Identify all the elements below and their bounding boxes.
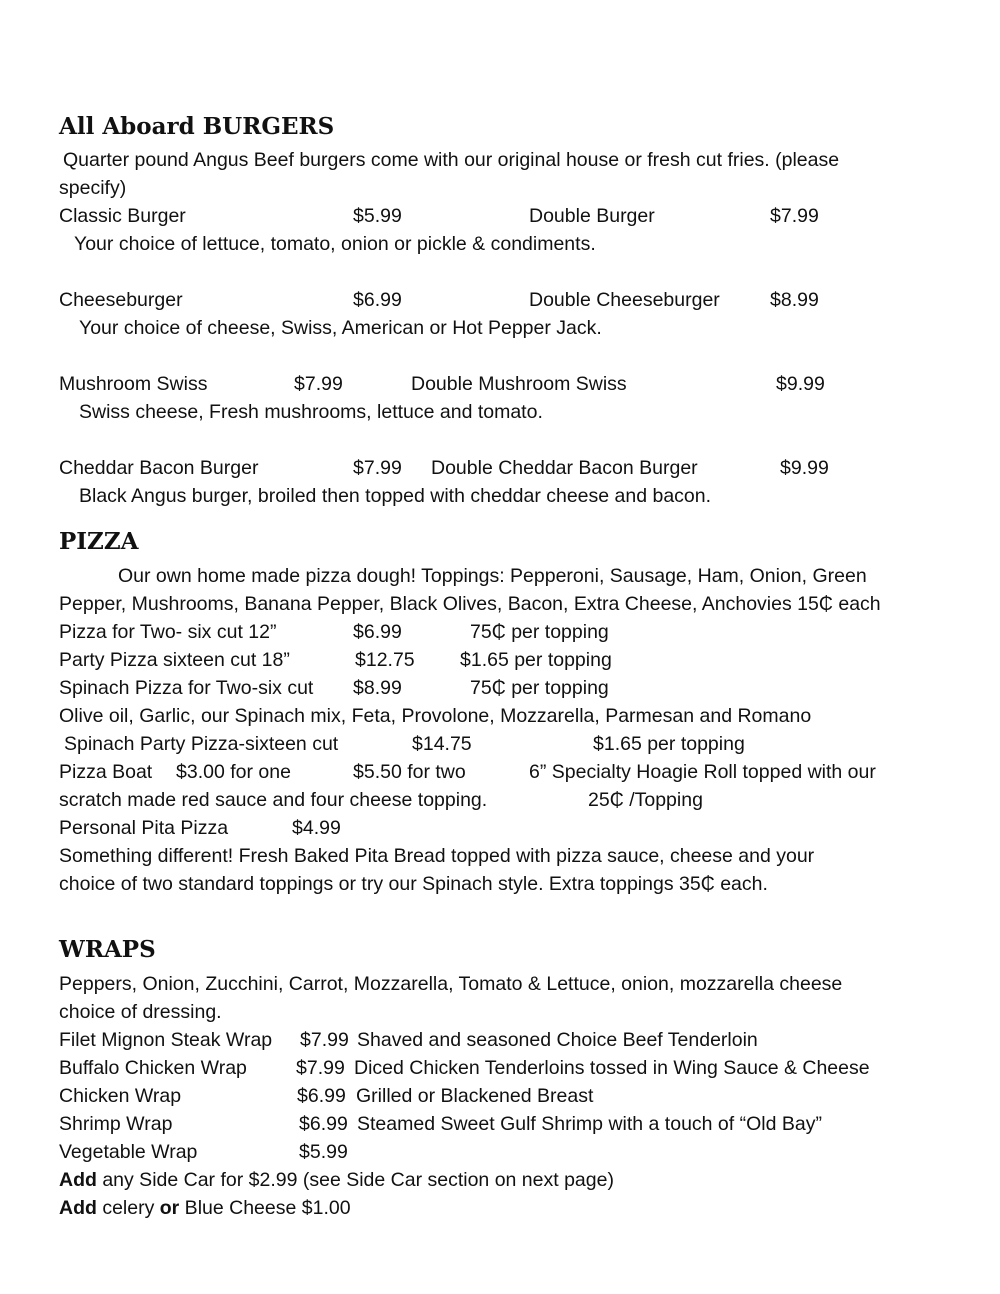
double-burger-name: Double Cheddar Bacon Burger — [431, 457, 698, 479]
pita-pizza-desc: Something different! Fresh Baked Pita Bread topped with pizza sauce, cheese and your — [59, 845, 815, 867]
pizza-boat-price-one: $3.00 for one — [176, 761, 291, 783]
add-celery-note — [59, 1194, 351, 1222]
add-label: Add — [59, 1197, 97, 1219]
double-burger-price: $8.99 — [770, 289, 819, 311]
pizza-for-two-price: $6.99 — [353, 621, 402, 643]
burger-name: Cheddar Bacon Burger — [59, 457, 259, 479]
burgers-intro: Quarter pound Angus Beef burgers come with our original house or fresh cut fries. (please — [63, 149, 840, 171]
wrap-desc: Diced Chicken Tenderloins tossed in Wing Sauce & Cheese — [354, 1057, 870, 1079]
wrap-name: Vegetable Wrap — [59, 1141, 198, 1163]
pita-pizza-price: $4.99 — [292, 817, 341, 839]
party-pizza-price: $12.75 — [355, 649, 415, 671]
add-blue-cheese-text: Blue Cheese $1.00 — [179, 1197, 351, 1219]
wrap-price: $5.99 — [299, 1141, 348, 1163]
burger-price: $6.99 — [353, 289, 402, 311]
burger-price: $7.99 — [353, 457, 402, 479]
wrap-price: $7.99 — [300, 1029, 349, 1051]
wraps-intro-cont: choice of dressing. — [59, 1001, 222, 1023]
spinach-desc: Olive oil, Garlic, our Spinach mix, Feta, Provolone, Mozzarella, Parmesan and Romano — [59, 705, 812, 727]
pizza-heading: PIZZA — [59, 528, 139, 555]
add-side-car-text: any Side Car for $2.99 (see Side Car section on next page) — [96, 1169, 614, 1191]
burger-price: $7.99 — [294, 373, 343, 395]
burger-name: Mushroom Swiss — [59, 373, 208, 395]
wrap-name: Buffalo Chicken Wrap — [59, 1057, 247, 1079]
spinach-party-price: $14.75 — [412, 733, 472, 755]
pita-pizza-desc-cont: choice of two standard toppings or try our Spinach style. Extra toppings 35₵ each. — [59, 873, 768, 895]
wrap-price: $6.99 — [299, 1113, 348, 1135]
wrap-name: Filet Mignon Steak Wrap — [59, 1029, 273, 1051]
party-pizza-topping: $1.65 per topping — [460, 649, 612, 671]
pizza-for-two-name: Pizza for Two- six cut 12” — [59, 621, 277, 643]
or-label: or — [159, 1197, 180, 1219]
burger-name: Cheeseburger — [59, 289, 183, 311]
pizza-intro-cont: Pepper, Mushrooms, Banana Pepper, Black Olives, Bacon, Extra Cheese, Anchovies 15₵ each — [59, 593, 881, 615]
double-burger-name: Double Cheeseburger — [529, 289, 720, 311]
wraps-intro: Peppers, Onion, Zucchini, Carrot, Mozzarella, Tomato & Lettuce, onion, mozzarella cheese — [59, 973, 843, 995]
double-burger-price: $9.99 — [780, 457, 829, 479]
wraps-heading: WRAPS — [59, 936, 156, 963]
pizza-for-two-topping: 75₵ per topping — [470, 621, 609, 643]
burger-desc: Swiss cheese, Fresh mushrooms, lettuce and tomato. — [79, 401, 543, 423]
pizza-boat-desc-cont: scratch made red sauce and four cheese topping. — [59, 789, 488, 811]
wrap-desc: Shaved and seasoned Choice Beef Tenderloin — [357, 1029, 758, 1051]
double-burger-name: Double Burger — [529, 205, 655, 227]
pizza-boat-price-two: $5.50 for two — [353, 761, 466, 783]
pita-pizza-name: Personal Pita Pizza — [59, 817, 229, 839]
add-side-car-note — [59, 1166, 614, 1194]
wrap-price: $6.99 — [297, 1085, 346, 1107]
spinach-party-topping: $1.65 per topping — [593, 733, 745, 755]
spinach-party-name: Spinach Party Pizza-sixteen cut — [64, 733, 339, 755]
party-pizza-name: Party Pizza sixteen cut 18” — [59, 649, 290, 671]
spinach-for-two-name: Spinach Pizza for Two-six cut — [59, 677, 314, 699]
spinach-for-two-topping: 75₵ per topping — [470, 677, 609, 699]
add-label: Add — [59, 1169, 97, 1191]
burgers-intro-cont: specify) — [59, 177, 127, 199]
add-celery-text: celery — [96, 1197, 160, 1219]
spinach-for-two-price: $8.99 — [353, 677, 402, 699]
burger-desc: Black Angus burger, broiled then topped with cheddar cheese and bacon. — [79, 485, 712, 507]
double-burger-price: $9.99 — [776, 373, 825, 395]
burger-desc: Your choice of cheese, Swiss, American or Hot Pepper Jack. — [79, 317, 602, 339]
burger-desc: Your choice of lettuce, tomato, onion or pickle & condiments. — [74, 233, 596, 255]
pizza-boat-desc: 6” Specialty Hoagie Roll topped with our — [529, 761, 876, 783]
double-burger-name: Double Mushroom Swiss — [411, 373, 627, 395]
burger-name: Classic Burger — [59, 205, 186, 227]
wrap-name: Shrimp Wrap — [59, 1113, 173, 1135]
pizza-intro: Our own home made pizza dough! Toppings: Pepperoni, Sausage, Ham, Onion, Green — [118, 565, 867, 587]
pizza-boat-topping: 25₵ /Topping — [588, 789, 703, 811]
wrap-desc: Grilled or Blackened Breast — [356, 1085, 594, 1107]
pizza-boat-name: Pizza Boat — [59, 761, 153, 783]
burger-price: $5.99 — [353, 205, 402, 227]
wrap-desc: Steamed Sweet Gulf Shrimp with a touch of “Old Bay” — [357, 1113, 822, 1135]
wrap-name: Chicken Wrap — [59, 1085, 182, 1107]
burgers-heading: All Aboard BURGERS — [59, 113, 335, 140]
double-burger-price: $7.99 — [770, 205, 819, 227]
wrap-price: $7.99 — [296, 1057, 345, 1079]
